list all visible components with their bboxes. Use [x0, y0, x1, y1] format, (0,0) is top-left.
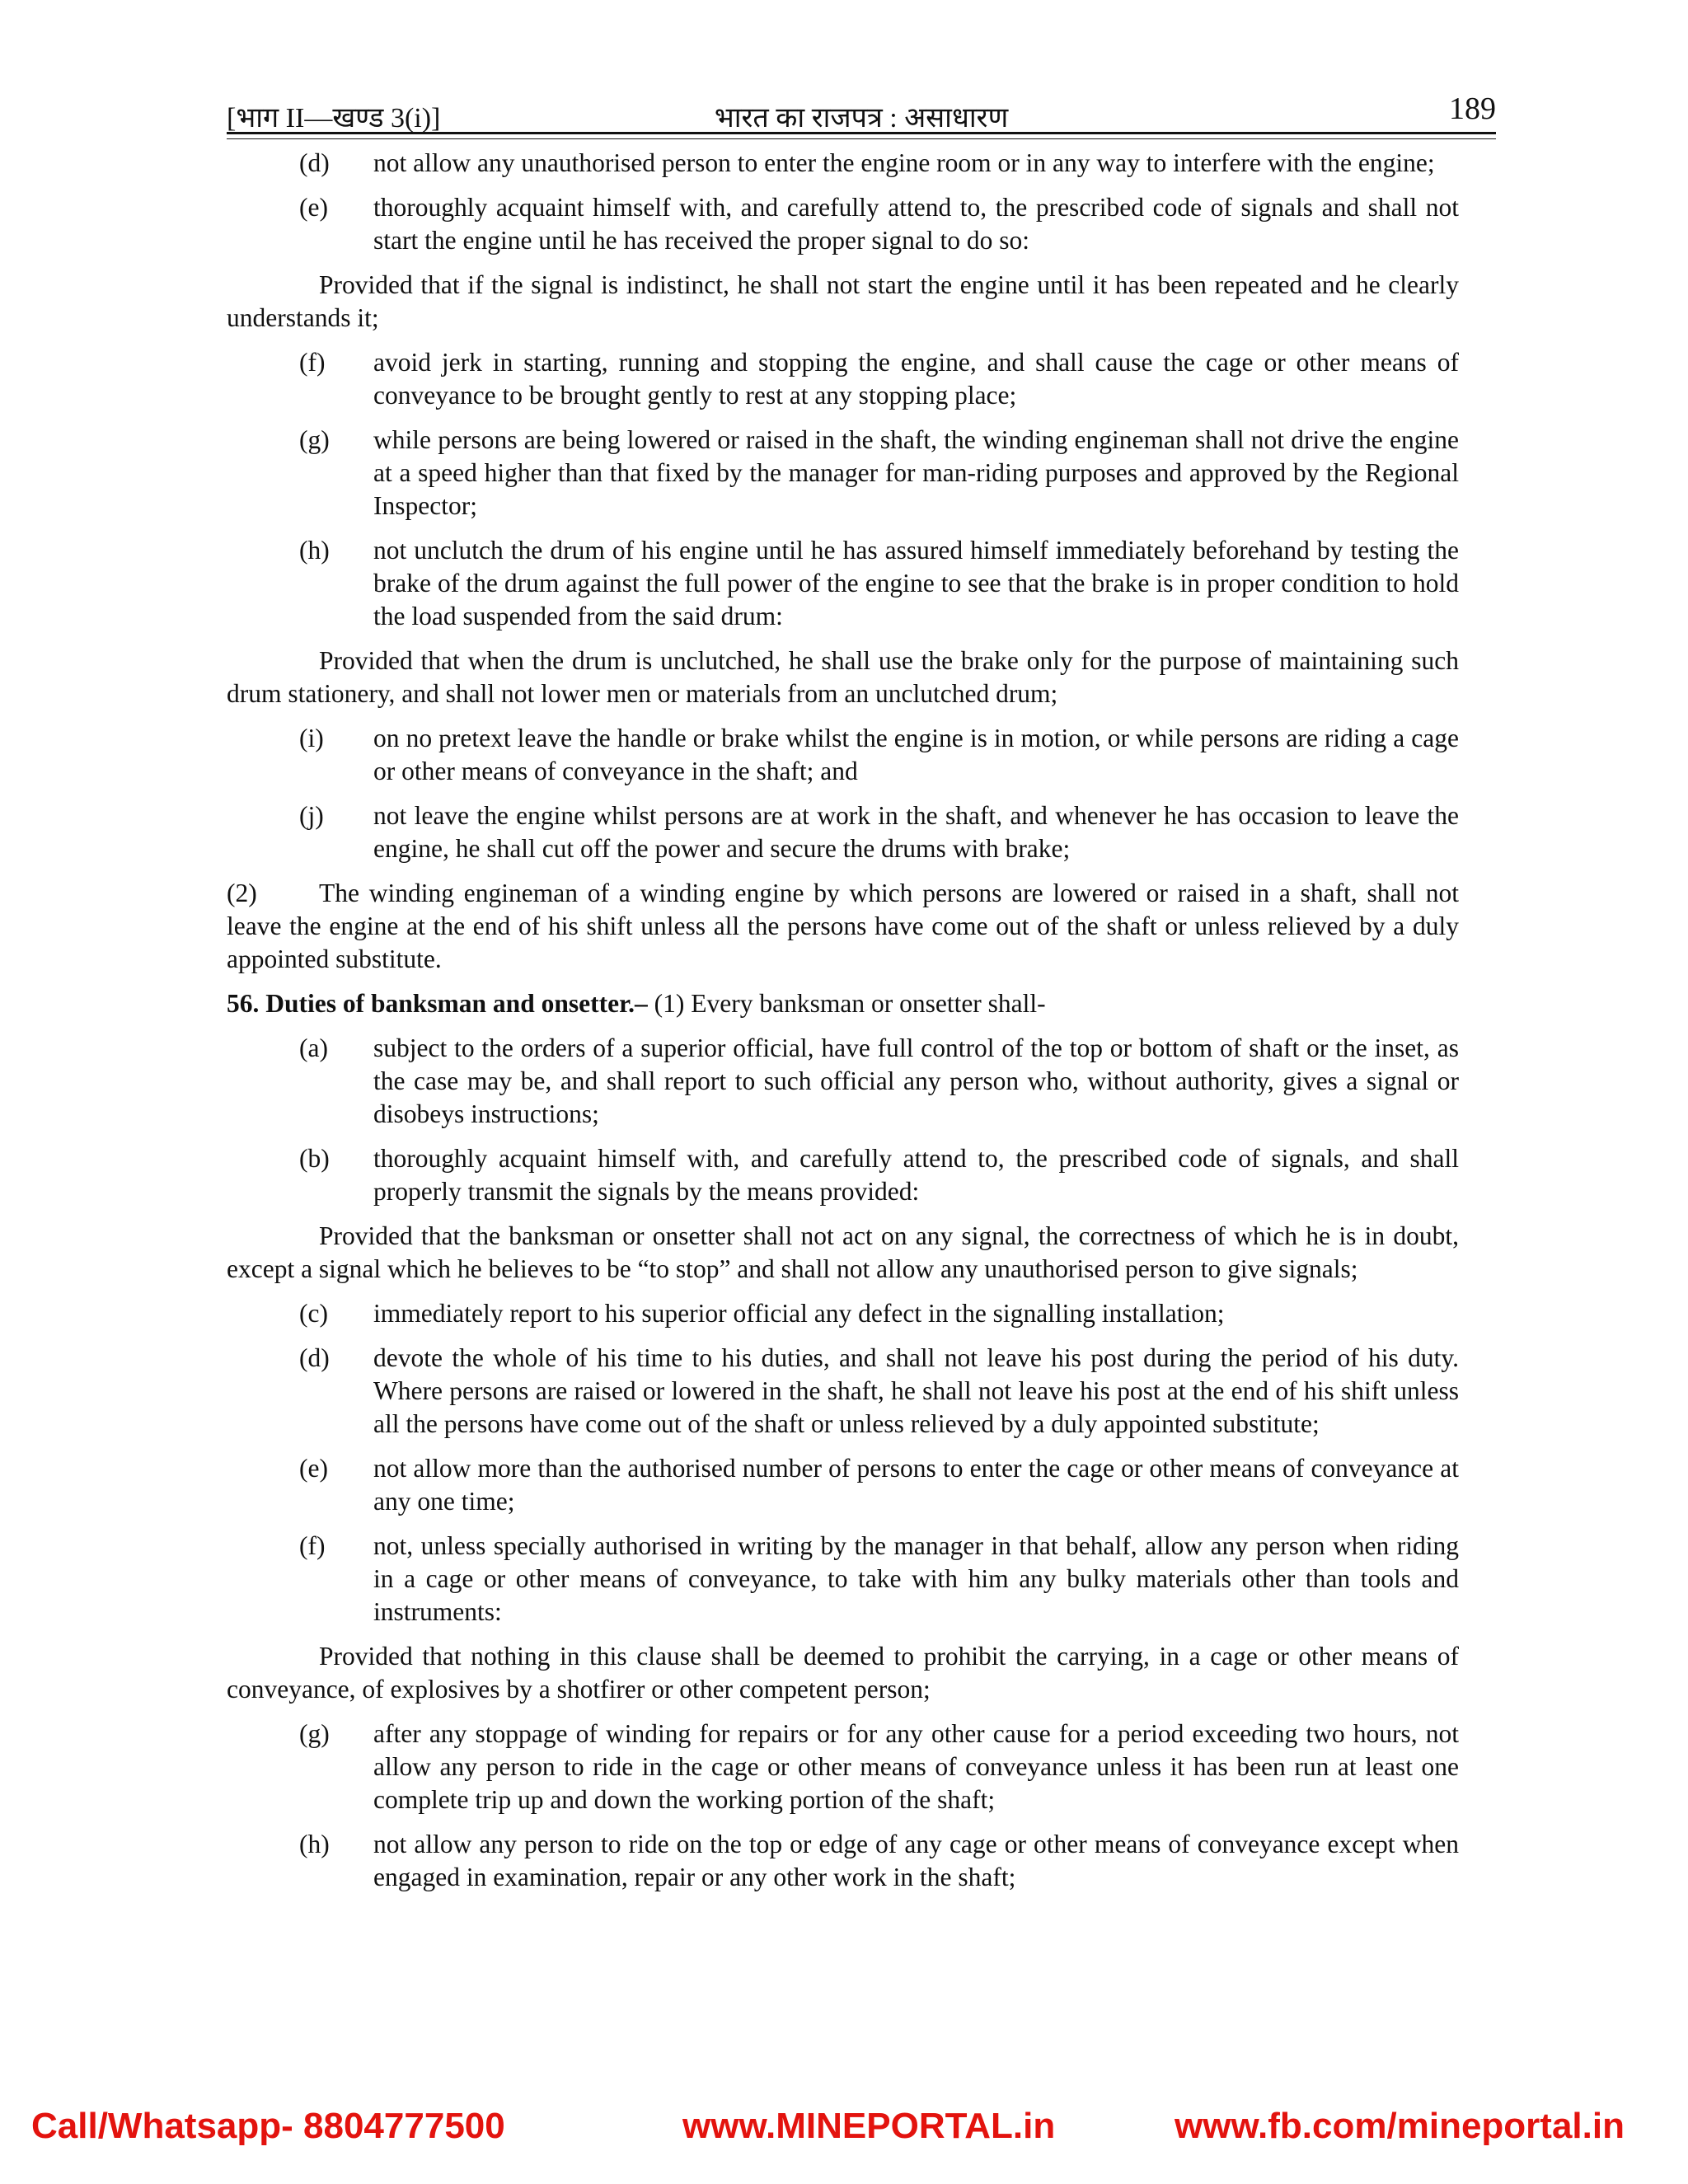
footer-website-link[interactable]: www.MINEPORTAL.in [682, 2106, 1056, 2146]
clause-label: (f) [299, 348, 326, 377]
clause-text: subject to the orders of a superior official, have full control of the top or bottom of shaft or the inset, as the case may be, and shall report to such official any person who, without authority, gives a signal or disobeys instructions; [373, 1033, 1459, 1128]
clause-label: (g) [299, 425, 330, 454]
clause-item [227, 1142, 1459, 1208]
sub-rule-text: The winding engineman of a winding engine by which persons are lowered or raised in a shaft, shall not leave the engine at the end of his shift unless all the persons have come out of the shaft or unless relieved by a duly appointed substitute. [227, 879, 1459, 973]
clause-text: not allow any person to ride on the top or edge of any cage or other means of conveyance except when engaged in examination, repair or any other work in the shaft; [373, 1830, 1459, 1891]
clause-item [227, 722, 1459, 788]
header-gazette-title: भारत का राजपत्र : असाधारण [714, 103, 1009, 134]
clause-item [227, 1828, 1459, 1894]
clause-text: while persons are being lowered or raised in the shaft, the winding engineman shall not drive the engine at a speed higher than that fixed by the manager for man-riding purposes and approved by the Regional Inspector; [373, 425, 1459, 520]
header-rule-thin [227, 138, 1496, 139]
clause-text: on no pretext leave the handle or brake whilst the engine is in motion, or while persons are riding a cage or other means of conveyance in the shaft; and [373, 724, 1459, 785]
clause-text: not leave the engine whilst persons are at work in the shaft, and whenever he has occasion to leave the engine, he shall cut off the power and secure the drums with brake; [373, 801, 1459, 863]
clause-item [227, 1452, 1459, 1518]
clause-label: (h) [299, 536, 330, 565]
clause-text: devote the whole of his time to his duties, and shall not leave his post during the period of his duty. Where persons are raised or lowered in the shaft, he shall not leave his post at the end of his shift unless all the persons have come out of the shaft or unless relieved by a duly appointed substitute; [373, 1343, 1459, 1438]
clause-item [227, 1032, 1459, 1131]
header-rule-thick [227, 132, 1496, 134]
page-header [227, 91, 1496, 132]
clause-label: (b) [299, 1144, 330, 1173]
header-part-label: [भाग II—खण्ड 3(i)] [227, 103, 441, 134]
clause-text: thoroughly acquaint himself with, and carefully attend to, the prescribed code of signals and shall not start the engine until he has received the proper signal to do so: [373, 193, 1459, 255]
clause-label: (e) [299, 1454, 328, 1483]
clause-label: (i) [299, 724, 324, 752]
clause-label: (a) [299, 1033, 328, 1062]
section-intro: (1) Every banksman or onsetter shall- [647, 989, 1046, 1018]
clause-item [227, 1718, 1459, 1816]
clause-label: (f) [299, 1531, 326, 1560]
clause-item [227, 1530, 1459, 1629]
clause-item [227, 346, 1459, 412]
clause-item [227, 147, 1459, 180]
proviso-paragraph: Provided that the banksman or onsetter shall not act on any signal, the correctness of which he is in doubt, except a signal which he believes to be “to stop” and shall not allow any unauthorised person to give signals; [227, 1221, 1459, 1283]
clause-label: (j) [299, 801, 324, 830]
clause-text: not allow more than the authorised number of persons to enter the cage or other means of conveyance at any one time; [373, 1454, 1459, 1516]
clause-text: immediately report to his superior official any defect in the signalling installation; [373, 1299, 1225, 1328]
clause-label: (h) [299, 1830, 330, 1858]
sub-rule-number: (2) [227, 879, 257, 907]
proviso-paragraph: Provided that when the drum is unclutched, he shall use the brake only for the purpose of maintaining such drum stationery, and shall not lower men or materials from an unclutched drum; [227, 646, 1459, 708]
clause-item [227, 1342, 1459, 1441]
clause-text: not allow any unauthorised person to enter the engine room or in any way to interfere with the engine; [373, 148, 1435, 177]
proviso-paragraph: Provided that nothing in this clause shall be deemed to prohibit the carrying, in a cage or other means of conveyance, of explosives by a shotfirer or other competent person; [227, 1642, 1459, 1704]
document-body [227, 147, 1459, 1905]
clause-label: (e) [299, 193, 328, 222]
clause-text: not unclutch the drum of his engine until he has assured himself immediately beforehand by testing the brake of the drum against the full power of the engine to see that the brake is in proper condition to hold the load suspended from the said drum: [373, 536, 1459, 630]
clause-item [227, 534, 1459, 633]
clause-item [227, 1297, 1459, 1330]
section-heading [227, 987, 1459, 1020]
clause-label: (g) [299, 1719, 330, 1748]
proviso-paragraph: Provided that if the signal is indistinct, he shall not start the engine until it has been repeated and he clearly understands it; [227, 270, 1459, 332]
page-number: 189 [1449, 91, 1496, 126]
footer-phone: Call/Whatsapp- 8804777500 [31, 2106, 505, 2146]
clause-text: not, unless specially authorised in writing by the manager in that behalf, allow any person when riding in a cage or other means of conveyance, to take with him any bulky materials other than tools and instruments: [373, 1531, 1459, 1626]
clause-label: (d) [299, 1343, 330, 1372]
clause-text: after any stoppage of winding for repairs or for any other cause for a period exceeding two hours, not allow any person to ride in the cage or other means of conveyance unless it has been run at least one complete trip up and down the working portion of the shaft; [373, 1719, 1459, 1814]
promo-footer [0, 2106, 1688, 2155]
section-title: 56. Duties of banksman and onsetter.– [227, 989, 648, 1018]
clause-label: (d) [299, 148, 330, 177]
clause-label: (c) [299, 1299, 328, 1328]
clause-text: thoroughly acquaint himself with, and carefully attend to, the prescribed code of signals, and shall properly transmit the signals by the means provided: [373, 1144, 1459, 1206]
clause-item [227, 191, 1459, 257]
clause-text: avoid jerk in starting, running and stopping the engine, and shall cause the cage or other means of conveyance to be brought gently to rest at any stopping place; [373, 348, 1459, 410]
clause-item [227, 424, 1459, 523]
sub-rule-paragraph [227, 877, 1459, 976]
footer-facebook-link[interactable]: www.fb.com/mineportal.in [1175, 2106, 1625, 2146]
clause-item [227, 799, 1459, 865]
